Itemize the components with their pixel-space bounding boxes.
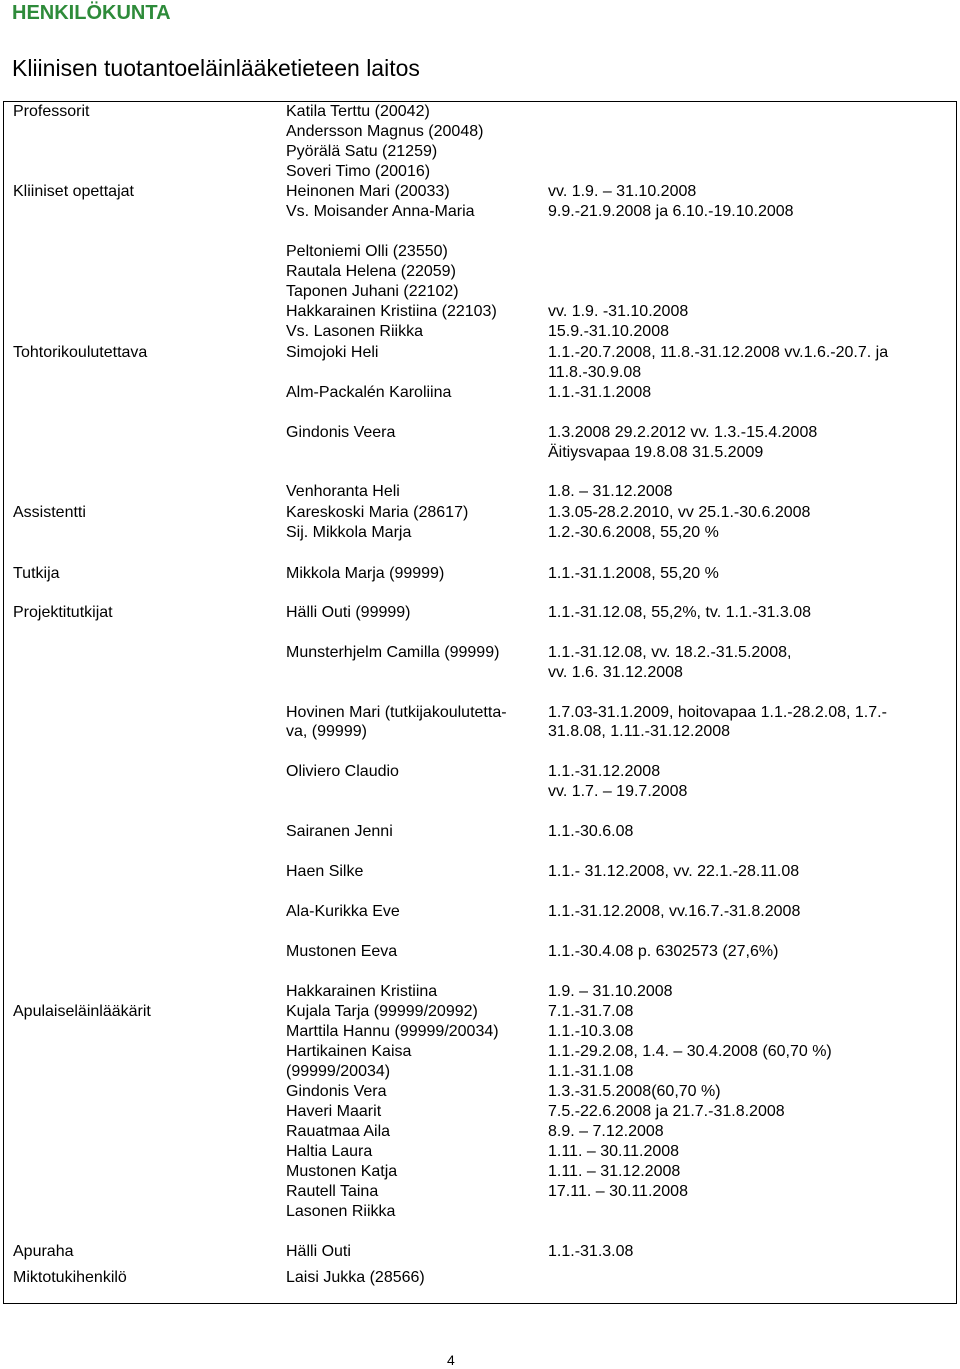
- employment-period: 1.1.- 31.12.2008, vv. 22.1.-28.11.08: [548, 863, 800, 880]
- staff-name: Taponen Juhani (22102): [286, 283, 459, 300]
- staff-name: Rauatmaa Aila: [286, 1123, 391, 1140]
- role-label: Kliiniset opettajat: [13, 183, 134, 200]
- employment-period: 1.1.-31.3.08: [548, 1243, 634, 1260]
- role-label: Professorit: [13, 103, 90, 120]
- employment-period: 1.1.-30.6.08: [548, 823, 634, 840]
- role-label: Miktotukihenkilö: [13, 1269, 127, 1286]
- staff-name: Kareskoski Maria (28617): [286, 504, 469, 521]
- staff-name: Mustonen Katja: [286, 1163, 398, 1180]
- staff-name: Pyörälä Satu (21259): [286, 143, 438, 160]
- employment-period: vv. 1.9. -31.10.2008: [548, 303, 689, 320]
- employment-period: 1.1.-29.2.08, 1.4. – 30.4.2008 (60,70 %): [548, 1043, 832, 1060]
- staff-name: Rautell Taina: [286, 1183, 379, 1200]
- staff-name: Laisi Jukka (28566): [286, 1269, 425, 1286]
- employment-period: vv. 1.9. – 31.10.2008: [548, 183, 697, 200]
- staff-name: Venhoranta Heli: [286, 483, 400, 500]
- employment-period: 1.1.-31.1.2008, 55,20 %: [548, 565, 719, 582]
- employment-period: 1.1.-31.1.2008: [548, 384, 652, 401]
- staff-name: Ala-Kurikka Eve: [286, 903, 400, 920]
- staff-name: Vs. Lasonen Riikka: [286, 323, 423, 340]
- employment-period: 11.8.-30.9.08: [548, 364, 642, 381]
- staff-name: Hälli Outi: [286, 1243, 351, 1260]
- staff-name: Munsterhjelm Camilla (99999): [286, 644, 500, 661]
- employment-period: 7.5.-22.6.2008 ja 21.7.-31.8.2008: [548, 1103, 785, 1120]
- role-label: Assistentti: [13, 504, 86, 521]
- staff-name: Kujala Tarja (99999/20992): [286, 1003, 478, 1020]
- staff-name: Heinonen Mari (20033): [286, 183, 450, 200]
- employment-period: vv. 1.6. 31.12.2008: [548, 664, 683, 681]
- staff-name: Hartikainen Kaisa: [286, 1043, 412, 1060]
- staff-name: Hakkarainen Kristiina: [286, 983, 438, 1000]
- employment-period: 9.9.-21.9.2008 ja 6.10.-19.10.2008: [548, 203, 794, 220]
- employment-period: 1.8. – 31.12.2008: [548, 483, 673, 500]
- employment-period: 8.9. – 7.12.2008: [548, 1123, 664, 1140]
- employment-period: Äitiysvapaa 19.8.08 31.5.2009: [548, 444, 764, 461]
- staff-name: Oliviero Claudio: [286, 763, 399, 780]
- employment-period: 1.9. – 31.10.2008: [548, 983, 673, 1000]
- staff-name: Lasonen Riikka: [286, 1203, 396, 1220]
- staff-name: Mikkola Marja (99999): [286, 565, 445, 582]
- section-heading: HENKILÖKUNTA: [12, 2, 171, 24]
- employment-period: 1.2.-30.6.2008, 55,20 %: [548, 524, 719, 541]
- staff-name: Mustonen Eeva: [286, 943, 398, 960]
- role-label: Tohtorikoulutettava: [13, 344, 148, 361]
- employment-period: 1.3.05-28.2.2010, vv 25.1.-30.6.2008: [548, 504, 811, 521]
- employment-period: 1.1.-31.12.2008: [548, 763, 661, 780]
- employment-period: 1.1.-31.12.08, vv. 18.2.-31.5.2008,: [548, 644, 792, 661]
- staff-name: Haen Silke: [286, 863, 364, 880]
- staff-name: Gindonis Vera: [286, 1083, 387, 1100]
- employment-period: 1.11. – 30.11.2008: [548, 1143, 680, 1160]
- page-number: 4: [447, 1352, 455, 1368]
- employment-period: 1.1.-31.12.2008, vv.16.7.-31.8.2008: [548, 903, 801, 920]
- role-label: Tutkija: [13, 565, 60, 582]
- employment-period: 1.3.-31.5.2008(60,70 %): [548, 1083, 721, 1100]
- employment-period: 1.7.03-31.1.2009, hoitovapaa 1.1.-28.2.08, 1.7.-: [548, 704, 887, 721]
- staff-name: va, (99999): [286, 723, 367, 740]
- staff-name: (99999/20034): [286, 1063, 391, 1080]
- staff-name: Hälli Outi (99999): [286, 604, 411, 621]
- employment-period: vv. 1.7. – 19.7.2008: [548, 783, 688, 800]
- staff-name: Hovinen Mari (tutkijakoulutetta-: [286, 704, 507, 721]
- role-label: Apulaiseläinlääkärit: [13, 1003, 151, 1020]
- employment-period: 1.1.-10.3.08: [548, 1023, 634, 1040]
- employment-period: 15.9.-31.10.2008: [548, 323, 669, 340]
- staff-name: Marttila Hannu (99999/20034): [286, 1023, 499, 1040]
- employment-period: 17.11. – 30.11.2008: [548, 1183, 688, 1200]
- employment-period: 1.1.-30.4.08 p. 6302573 (27,6%): [548, 943, 779, 960]
- staff-name: Katila Terttu (20042): [286, 103, 430, 120]
- staff-name: Rautala Helena (22059): [286, 263, 456, 280]
- staff-name: Vs. Moisander Anna-Maria: [286, 203, 475, 220]
- staff-name: Hakkarainen Kristiina (22103): [286, 303, 497, 320]
- role-label: Apuraha: [13, 1243, 74, 1260]
- staff-name: Alm-Packalén Karoliina: [286, 384, 452, 401]
- staff-name: Gindonis Veera: [286, 424, 396, 441]
- staff-name: Haveri Maarit: [286, 1103, 382, 1120]
- employment-period: 1.1.-20.7.2008, 11.8.-31.12.2008 vv.1.6.-20.7. ja: [548, 344, 889, 361]
- staff-name: Peltoniemi Olli (23550): [286, 243, 448, 260]
- department-title: Kliinisen tuotantoeläinlääketieteen laitos: [12, 55, 420, 81]
- staff-name: Sairanen Jenni: [286, 823, 393, 840]
- employment-period: 31.8.08, 1.11.-31.12.2008: [548, 723, 731, 740]
- staff-name: Soveri Timo (20016): [286, 163, 431, 180]
- employment-period: 7.1.-31.7.08: [548, 1003, 634, 1020]
- staff-name: Andersson Magnus (20048): [286, 123, 484, 140]
- staff-name: Sij. Mikkola Marja: [286, 524, 412, 541]
- staff-name: Haltia Laura: [286, 1143, 373, 1160]
- employment-period: 1.11. – 31.12.2008: [548, 1163, 681, 1180]
- employment-period: 1.3.2008 29.2.2012 vv. 1.3.-15.4.2008: [548, 424, 818, 441]
- role-label: Projektitutkijat: [13, 604, 113, 621]
- employment-period: 1.1.-31.1.08: [548, 1063, 634, 1080]
- staff-name: Simojoki Heli: [286, 344, 379, 361]
- employment-period: 1.1.-31.12.08, 55,2%, tv. 1.1.-31.3.08: [548, 604, 811, 621]
